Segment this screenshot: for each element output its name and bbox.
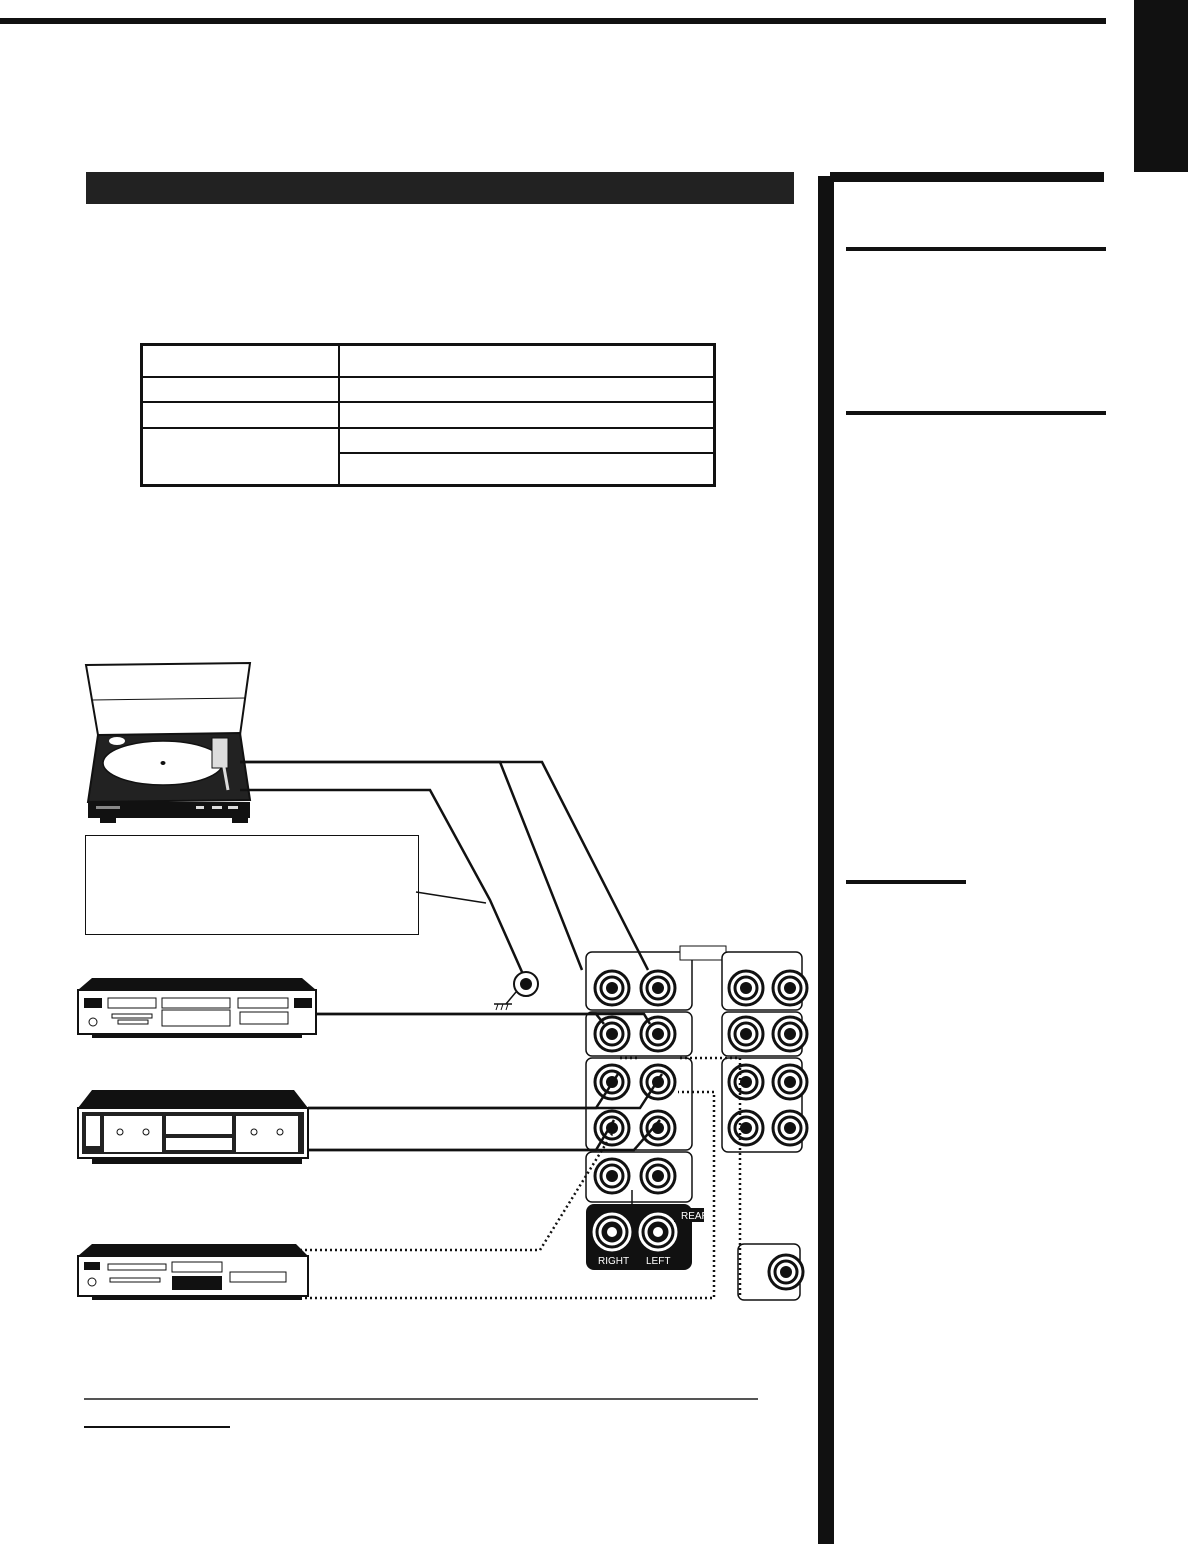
right-label: RIGHT bbox=[598, 1256, 630, 1267]
cd-cable bbox=[316, 1014, 604, 1024]
turntable-icon bbox=[86, 663, 250, 823]
turntable-cable-left bbox=[240, 762, 648, 970]
cassette-deck-icon bbox=[78, 1090, 308, 1164]
md-recorder-icon bbox=[78, 1244, 308, 1300]
cd-player-icon bbox=[78, 978, 316, 1038]
ground-wire bbox=[240, 790, 522, 972]
tape-out-cable bbox=[308, 1074, 618, 1108]
left-label: LEFT bbox=[646, 1256, 671, 1267]
ground-terminal-icon bbox=[494, 972, 538, 1010]
note-leader bbox=[416, 892, 486, 903]
turntable-cable-right bbox=[240, 762, 582, 970]
rear-badge: REAR bbox=[681, 1211, 709, 1222]
tape-in-cable bbox=[308, 1120, 614, 1150]
